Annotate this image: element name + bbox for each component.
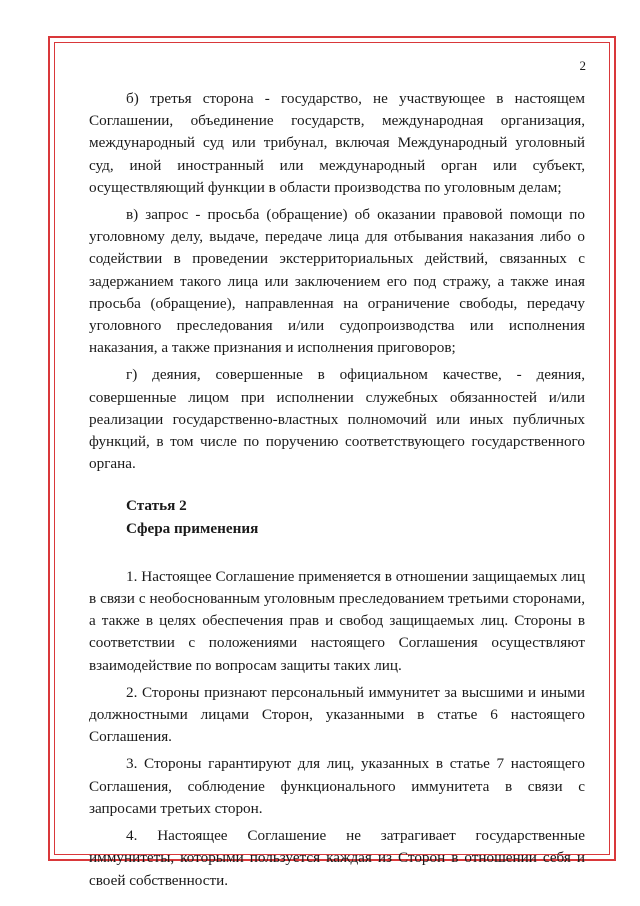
article-number: Статья 2 xyxy=(126,497,187,515)
article-clause-2: 2. Стороны признают персональный иммунитет за высшими и иными должностными лицами Сторон, указанными в статье 6 настоящего Соглашения. xyxy=(89,683,585,746)
article-title: Сфера применения xyxy=(126,519,259,537)
definition-paragraph-g: г) деяния, совершенные в официальном качестве, - деяния, совершенные лицом при исполнении служебных обязанностей и/или реализации государственно-властных полномочий или иных публичных функций, в том числе по поручению соответствующего государственного органа. xyxy=(89,366,585,473)
definition-paragraph-v: в) запрос - просьба (обращение) об оказании правовой помощи по уголовному делу, выдаче, передаче лица для отбывания наказания либо о содействии в проведении экстерриториальных действий, связанных с задержанием такого лица или заключением его под стражу, а также иная просьба (обращение), направленная на ограничение свободы, передачу уголовного преследования и/или судопроизводства или исполнения наказания, а также признания и исполнения приговоров; xyxy=(89,206,585,357)
article-clause-1: 1. Настоящее Соглашение применяется в отношении защищаемых лиц в связи с необоснованным уголовным преследованием третьими сторонами, а также в целях обеспечения прав и свобод защищаемых лиц. Стороны в соответствии с положениями настоящего Соглашения осуществляют взаимодействие по вопросам защиты таких лиц. xyxy=(89,567,585,674)
article-heading xyxy=(89,495,585,539)
document-body xyxy=(89,88,585,892)
definition-paragraph-b: б) третья сторона - государство, не участвующее в настоящем Соглашении, объединение государств, международная организация, международный суд или трибунал, включая Международный уголовный суд, иной иностранный или международный орган или субъект, осуществляющий функции в области производства по уголовным делам; xyxy=(89,90,585,196)
article-clause-3: 3. Стороны гарантируют для лиц, указанных в статье 7 настоящего Соглашения, соблюдение функционального иммунитета в связи с запросами третьих сторон. xyxy=(89,755,585,817)
article-clause-4: 4. Настоящее Соглашение не затрагивает государственные иммунитеты, которыми пользуется каждая из Сторон в отношении себя и своей собственности. xyxy=(89,827,585,889)
page-number: 2 xyxy=(579,58,586,73)
